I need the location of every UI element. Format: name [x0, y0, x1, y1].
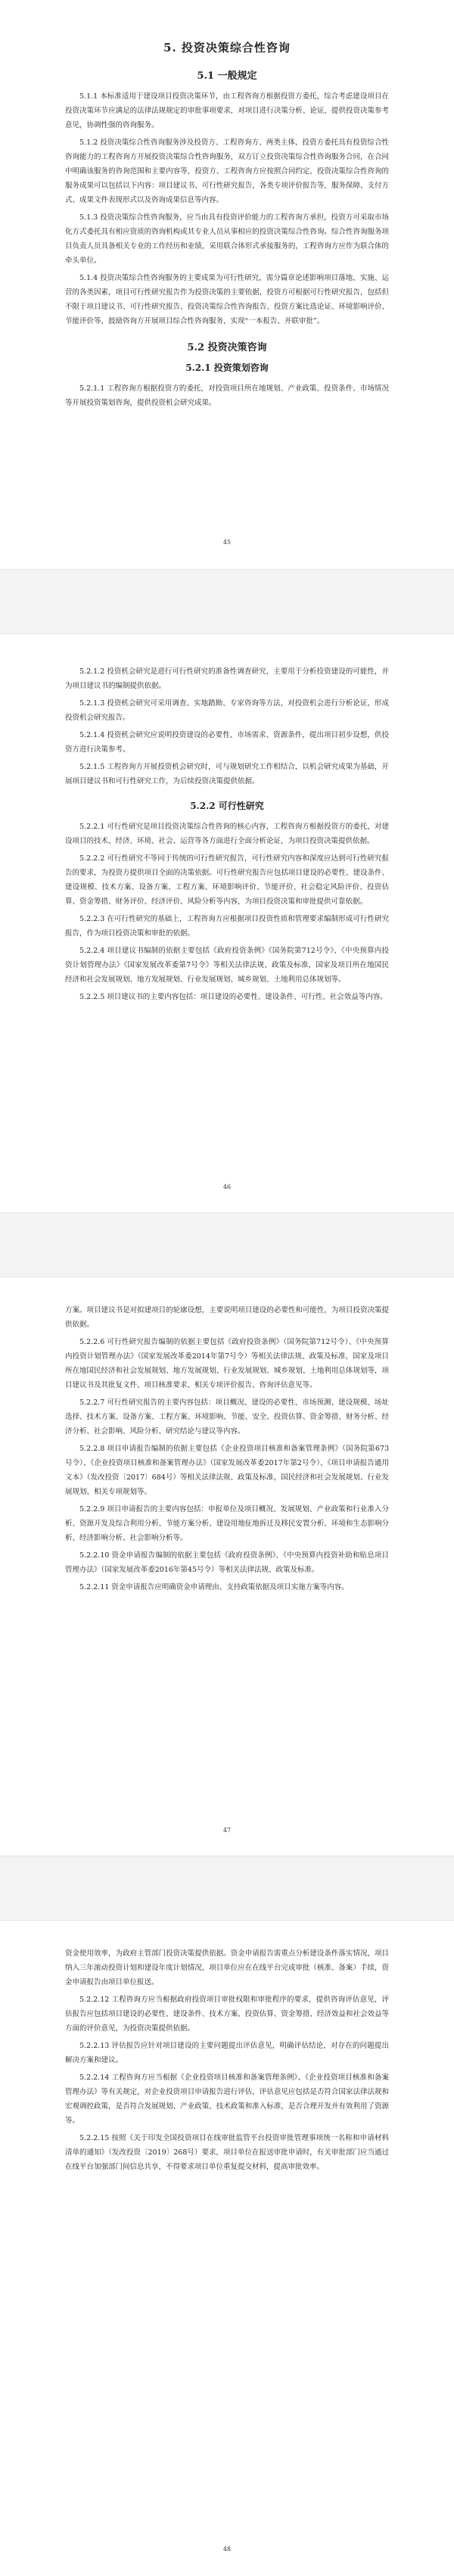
paragraph: 5.2.2.7 可行性研究报告的主要内容包括：项目概况、建设的必要性、市场预测、建设规模、场址选择、技术方案、设备方案、工程方案、环境影响、节能、安全、投资估算、资金筹措、财务分析、经济分析、社会影响、风险分析、研究结论与建议等内容。 — [65, 1398, 389, 1436]
page-separator — [0, 1212, 454, 1277]
document-page — [0, 0, 454, 569]
page-content — [65, 39, 389, 413]
paragraph: 5.2.2.8 项目申请报告编制的依据主要包括《企业投资项目核准和备案管理条例》（国务院第673号令）、《企业投资项目核准和备案管理办法》（国家发展改革委2017年第2号令）、《项目申请报告通用文本》（发改投资〔2017〕684号）等相关法律法规、政策及标准，国民经济和社会发展规划、行业发展规划、相关专项规划等。 — [65, 1445, 389, 1496]
subsection-title: 5.2.1 投资策划咨询 — [185, 362, 269, 373]
page-number: 47 — [222, 1827, 232, 1834]
document-page — [0, 1277, 454, 1856]
section-title: 5.1 一般规定 — [197, 70, 257, 82]
paragraph: 5.1.2 投资决策综合性咨询服务涉及投资方、工程咨询方、两类主体，投资方委托具有投资综合性咨询能力的工程咨询方开展投资决策综合性咨询服务，双方订立投资决策综合性咨询服务合同，在合同中明确该服务的咨询范围和主要内容等，投资方、工程咨询方应按照合同约定，投资决策综合性咨询的服务成果可以包括以下内容：项目建议书、可行性研究报告，各类专项评价报告等，服务保障、支付方式、成果文件表现形式以及咨询成果信息等内容。 — [65, 138, 389, 204]
subsection-title: 5.2.2 可行性研究 — [190, 801, 264, 811]
paragraph: 5.2.2.12 工程咨询方应当根据政府投资项目审批权限和审批程序的要求，提供咨询评估意见，评估报告应包括项目建设的必要性、建设条件、技术方案、投资估算、资金筹措、经济效益和社会效益等方面的评价意见，为投资决策提供依据。 — [65, 1996, 389, 2033]
paragraph: 5.2.2.15 按照《关于印发全国投资项目在线审批监管平台投资审批管理事项统一名称和申请材料清单的通知》（发改投资〔2019〕268号）要求，项目单位在报送审批申请时，有关审批部门应当通过在线平台加强部门间信息共享，不得要求项目单位重复提交材料，提高审批效率。 — [65, 2134, 389, 2171]
page-number: 45 — [222, 539, 232, 546]
page-content — [65, 1303, 389, 1598]
paragraph: 5.2.2.11 资金申请报告应明确资金申请理由、支持政策依据及项目实施方案等内容。 — [79, 1583, 349, 1591]
page-separator — [0, 1856, 454, 1921]
page-content — [65, 1946, 389, 2177]
document-page — [0, 1921, 454, 2576]
paragraph: 5.2.1.2 投资机会研究是进行可行性研究的准备性调查研究，主要用于分析投资建设的可能性，并为项目建议书的编制提供依据。 — [65, 667, 389, 690]
document-page — [0, 634, 454, 1212]
paragraph: 5.2.2.14 工程咨询方应当根据《企业投资项目核准和备案管理条例》、《企业投资项目核准和备案管理办法》等有关规定，对企业投资项目申请报告进行评估，评估意见应包括是否符合国家法律法规和宏观调控政策，是否符合发展规划、产业政策、技术政策和准入标准，是否合理开发并有效利用了资源等。 — [65, 2074, 389, 2125]
paragraph: 5.2.1.5 工程咨询方开展投资机会研究时，可与规划研究工作相结合，以机会研究成果为基础，开展项目建议书和可行性研究工作，为后续投资决策提供依据。 — [65, 763, 389, 786]
paragraph: 5.2.2.5 项目建议书的主要内容包括：项目建设的必要性、建设条件、可行性、社会效益等内容。 — [79, 993, 387, 1001]
paragraph: 5.1.3 投资决策综合性咨询服务，应当由具有投资评价能力的工程咨询方承担，投资方可采取市场化方式委托具有相应资质的咨询机构或其专业人员从事相应的投资决策综合性咨询。综合性咨询服务项目负责人员具备相关专业的工作经历和业绩，采用联合体形式承接服务的，工程咨询方应作为联合体的牵头单位。 — [65, 213, 389, 265]
page-separator — [0, 569, 454, 634]
paragraph: 5.2.2.13 评估报告应针对项目建设的主要问题提出评估意见，明确评估结论，对存在的问题提出解决方案和建议。 — [65, 2042, 389, 2064]
section-title: 5.2 投资决策咨询 — [187, 342, 267, 353]
paragraph-continued: 方案。项目建议书是对拟建项目的轮廓设想，主要说明项目建设的必要性和可能性，为项目投资决策提供依据。 — [65, 1306, 389, 1329]
paragraph: 5.2.1.4 投资机会研究应说明投资建设的必要性、市场需求、资源条件，提出项目初步设想，供投资方进行决策参考。 — [65, 731, 389, 754]
page-content — [65, 664, 389, 1007]
paragraph: 5.2.2.4 项目建议书编制的依据主要包括《政府投资条例》《国务院第712号令》、《中央预算内投资计划管理办法》《国家发展改革委第7号令》等相关法律法规、政策及标准，国家及项目所在地国民经济和社会发展规划、地方发展规划、行业发展规划、城乡规划、土地利用总体规划等。 — [65, 947, 389, 984]
paragraph: 5.1.1 本标准适用于建设项目投资决策环节，由工程咨询方根据投资方委托，综合考虑建设项目在投资决策环节应满足的法律法规规定的审批事项要求，对项目进行决策分析、论证，提供投资决策参考意见，协调性强的咨询服务。 — [65, 92, 389, 129]
paragraph: 5.1.4 投资决策综合性咨询服务的主要成果为可行性研究，需分篇章论述影响项目落地、实施、运营的各类因素，项目可行性研究报告作为投资决策的主要依据，投资方可根据可行性研究报告，包括但不限于项目建议书、可行性研究报告、投资决策综合性咨询报告、投资方案比选论证、环境影响评价、节能评价等，鼓励咨询方开展项目综合性咨询服务，实现“一本报告、并联审批”。 — [65, 274, 389, 325]
paragraph: 5.2.1.1 工程咨询方根据投资方的委托，对投资项目所在地规划、产业政策、投资条件、市场情况等开展投资策划咨询，提供投资机会研究成果。 — [65, 384, 389, 407]
page-number: 48 — [222, 2546, 232, 2553]
paragraph: 5.2.2.3 在可行性研究的基础上，工程咨询方应根据项目投资性质和管理要求编制形成可行性研究报告，作为项目投资决策和审批的依据。 — [65, 915, 389, 938]
paragraph: 5.2.2.2 可行性研究不等同于传统的可行性研究报告，可行性研究内容和深度应达到可行性研究报告的要求，为投资方提供项目全面的决策依据。可行性研究报告应包括项目建设的必要性、建设条件、建设规模、技术方案、设备方案、工程方案、环境影响评价、节能评价、社会稳定风险评价、投资估算、资金筹措、财务评价、经济评价、风险分析等内容，为项目投资决策和审批提供可靠依据。 — [65, 854, 389, 906]
paragraph: 5.2.2.10 资金申请报告编制的依据主要包括《政府投资条例》、《中央预算内投资补助和贴息项目管理办法》（国家发展改革委2016年第45号令）等相关法律法规、政策及标准。 — [65, 1551, 389, 1574]
paragraph-continued: 资金使用效率，为政府主管部门投资决策提供依据。资金申请报告需重点分析建设条件落实情况，项目纳入三年滚动投资计划和建设年度计划情况，项目单位应在在线平台完成审批（核准、备案）手续，资金申请报告由项目单位报送。 — [65, 1949, 389, 1986]
page-number: 46 — [222, 1184, 232, 1190]
paragraph: 5.2.1.3 投资机会研究可采用调查、实地踏勘、专家咨询等方法，对投资机会进行分析论证，形成投资机会研究报告。 — [65, 699, 389, 722]
paragraph: 5.2.2.6 可行性研究报告编制的依据主要包括《政府投资条例》（国务院第712号令）、《中央预算内投资计划管理办法》（国家发展改革委2014年第7号令）等相关法律法规、政策及标准，国家及项目所在地国民经济和社会发展规划、地方发展规划、行业发展规划、城乡规划、土地利用总体规划等，项目建议书及其批复文件、项目核准要求、相关专项评价报告、咨询评估意见等。 — [65, 1338, 389, 1389]
paragraph: 5.2.2.1 可行性研究是项目投资决策综合性咨询的核心内容，工程咨询方根据投资方的委托，对建设项目的技术、经济、环境、社会、运营等各方面进行全面分析论证，为项目投资决策提供依据。 — [65, 823, 389, 845]
paragraph: 5.2.2.9 项目申请报告的主要内容包括：申报单位及项目概况、发展规划、产业政策和行业准入分析、资源开发及综合利用分析、节能方案分析、建设用地征地拆迁及移民安置分析、环境和生态影响分析、经济影响分析、社会影响分析等。 — [65, 1505, 389, 1542]
chapter-title: 5. 投资决策综合性咨询 — [163, 41, 291, 54]
